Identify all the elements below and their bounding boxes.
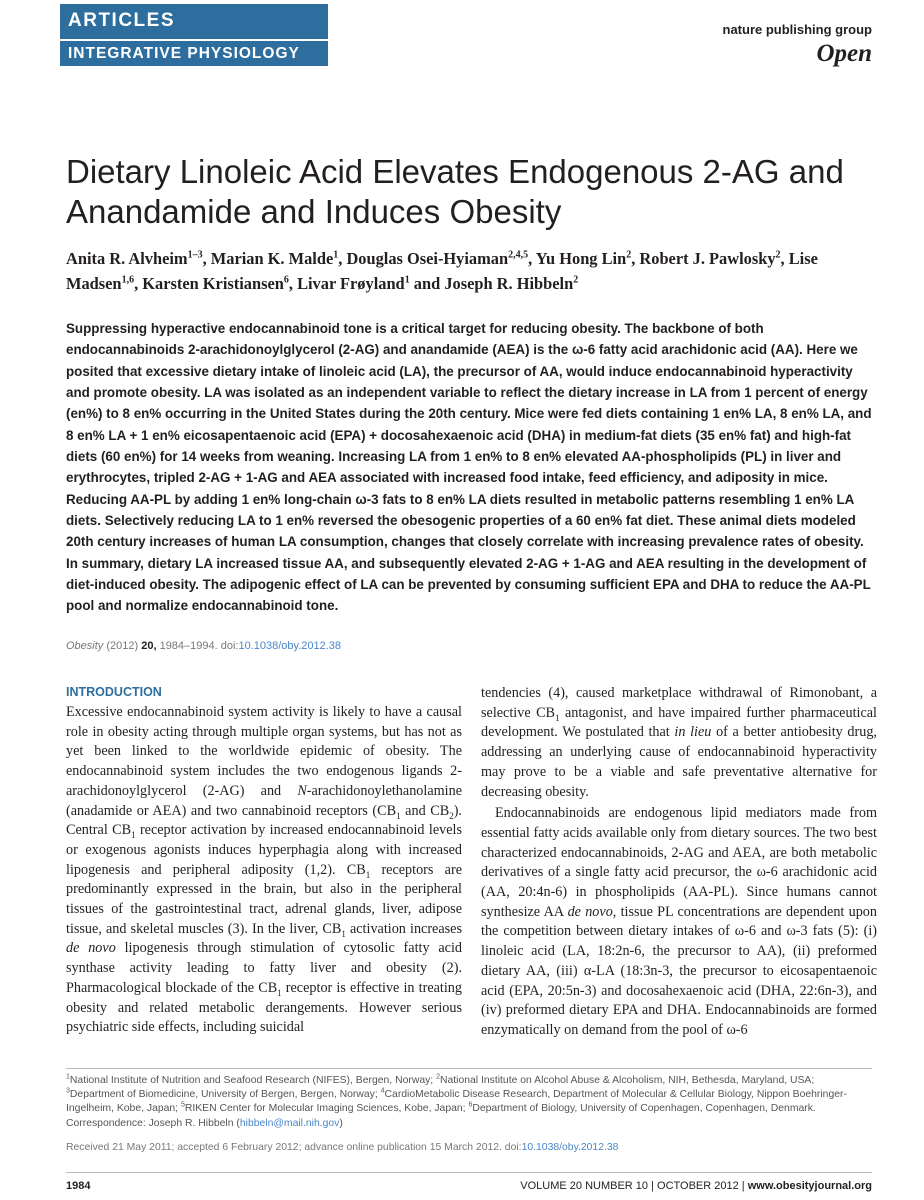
author-name: Robert J. Pawlosky	[639, 249, 776, 268]
text-run: ). Central CB	[66, 802, 462, 839]
author-name: Anita R. Alvheim	[66, 249, 188, 268]
citation-year: (2012)	[103, 640, 142, 652]
author-separator: ,	[288, 274, 298, 293]
author-affiliation: 1,6	[121, 274, 135, 286]
text-run: Endocannabinoids are endogenous lipid mediators made from essential fatty acids available only from dietary sources. The two best characterized endocannabinoids, 2-AG and AEA, are both metabolic derivatives of a single fatty acid precursor, the ω-6 arachidonic acid (AA, 20:4n-6) in phospholipids (AA-PL). Since humans cannot synthesize AA	[481, 805, 877, 920]
author-separator: and	[409, 274, 445, 293]
footnote-marker: 2	[436, 1073, 440, 1081]
author-affiliation: 2,4,5	[508, 249, 529, 261]
author-list	[66, 246, 876, 296]
author-affiliation: 1	[333, 249, 339, 261]
paragraph	[481, 684, 877, 802]
subscript: 1	[396, 810, 401, 821]
author-name: Marian K. Malde	[210, 249, 334, 268]
articles-label: ARTICLES	[68, 10, 175, 31]
text-run: -arachidonoylethanolamine (anadamide or AEA) and two cannabinoid receptors (CB	[66, 782, 462, 819]
open-access-label: Open	[816, 40, 872, 67]
author-separator: ,	[631, 249, 640, 268]
affiliations	[66, 1074, 872, 1131]
doi-link[interactable]: 10.1038/oby.2012.38	[521, 1142, 619, 1153]
footnote-marker: 6	[468, 1101, 473, 1109]
column-left	[66, 684, 462, 1038]
issue-info	[520, 1180, 872, 1192]
author-separator: ,	[780, 249, 789, 268]
italic-text: de novo	[567, 903, 613, 920]
italic-text: de novo	[66, 940, 116, 957]
text-run: tendencies (4), caused marketplace withdrawal of Rimonobant, a selective CB	[481, 685, 877, 721]
section-heading: INTRODUCTION	[66, 685, 162, 699]
section-label: INTEGRATIVE PHYSIOLOGY	[68, 45, 300, 62]
italic-text: N	[297, 782, 307, 799]
author-affiliation: 2	[573, 274, 579, 286]
author-separator: ,	[202, 249, 211, 268]
author-name: Livar Frøyland	[297, 274, 405, 293]
text-run: receptor is effective in treating obesity and related metabolic derangements. However serious psychiatric side effects, including suicidal	[66, 979, 462, 1036]
text-run: lipogenesis through stimulation of cytosolic fatty acid synthase activity leading to fatty liver and obesity (2). Pharmacological blockade of the CB	[66, 940, 462, 996]
author-separator: ,	[528, 249, 536, 268]
affiliation-text: National Institute on Alcohol Abuse & Alcoholism, NIH, Bethesda, Maryland, USA;	[439, 1075, 815, 1086]
paragraph	[66, 703, 462, 1038]
footnote-divider	[66, 1068, 872, 1069]
article-title: Dietary Linoleic Acid Elevates Endogenous 2-AG and Anandamide and Induces Obesity	[66, 153, 844, 230]
text-run: Excessive endocannabinoid system activity is likely to have a causal role in obesity acting through multiple organ systems, but has not as yet been linked to the worldwide epidemic of obesity. The endocannabinoid system includes the two endogenous ligands 2-arachidonoylglycerol (2-AG) and	[66, 704, 462, 799]
subscript: 1	[131, 830, 136, 841]
text-run: , tissue PL concentrations are dependent upon the competition between dietary intakes of ω-6 and ω-3 fats (5): (i) linoleic acid (LA, 18:2n-6, the precursor to AA), (ii) preformed dietary AA, (iii) α-LA (18:3n-3, the precursor to eicosapentaenoic acid (EPA, 20:5n-3) and docosahexaenoic acid (DHA, 22:6n-3), and (iv) preformed dietary EPA and DHA. Endocannabinoids are formed enzymatically on demand from the pool of ω-6	[481, 903, 877, 1038]
journal-name: Obesity	[66, 640, 104, 652]
abstract: Suppressing hyperactive endocannabinoid tone is a critical target for reducing obesity. The backbone of both endocannabinoids 2-arachidonoylglycerol (2-AG) and anandamide (AEA) is the ω-6 fatty acid arachidonic acid (AA). Here we posited that excessive dietary intake of linoleic acid (LA), the precursor of AA, would induce endocannabinoid hyperactivity and promote obesity. LA was isolated as an independent variable to reflect the dietary increase in LA from 1 percent of energy (en%) to 8 en% occurring in the United States during the 20th century. Mice were fed diets containing 1 en% LA, 8 en% LA, and 8 en% LA + 1 en% eicosapentaenoic acid (EPA) + docosahexaenoic acid (DHA) in medium-fat diets (35 en% fat) and high-fat diets (60 en%) for 14 weeks from weaning. Increasing LA from 1 en% to 8 en% elevated AA-phospholipids (PL) in liver and erythrocytes, tripled 2-AG + 1-AG and AEA associated with increased food intake, feed efficiency, and adiposity in mice. Reducing AA-PL by adding 1 en% long-chain ω-3 fats to 8 en% LA diets resulted in metabolic patterns resembling 1 en% LA diets. Selectively reducing LA to 1 en% reversed the obesogenic properties of a 60 en% fat diet. These animal diets modeled 20th century increases of human LA consumption, changes that closely correlate with increasing prevalence rates of obesity. In summary, dietary LA increased tissue AA, and subsequently elevated 2-AG + 1-AG and AEA resulting in the development of diet-induced obesity. The adipogenic effect of LA can be prevented by consuming sufficient EPA and DHA to reduce the AA-PL pool and normalize endocannabinoid tone.	[66, 321, 872, 614]
footer-divider	[66, 1172, 872, 1173]
author-separator: ,	[338, 249, 347, 268]
subscript: 1	[555, 712, 560, 723]
affiliation-text: Department of Biomedicine, University of Bergen, Bergen, Norway;	[69, 1089, 381, 1101]
author-name: Joseph R. Hibbeln	[444, 274, 574, 293]
affiliation-text: )	[339, 1117, 343, 1129]
author-affiliation: 2	[626, 249, 632, 261]
footnote-marker: 1	[66, 1073, 70, 1081]
author-name: Karsten Kristiansen	[142, 274, 284, 293]
subscript: 2	[449, 810, 454, 821]
page-number: 1984	[66, 1180, 91, 1192]
received-text: Received 21 May 2011; accepted 6 February 2012; advance online publication 15 March 2012. doi:	[66, 1142, 522, 1153]
affiliation-text: National Institute of Nutrition and Seafood Research (NIFES), Bergen, Norway;	[69, 1075, 437, 1086]
subscript: 1	[277, 987, 282, 998]
author-affiliation: 1–3	[187, 249, 203, 261]
column-right	[481, 684, 877, 1041]
affiliation-text: Department of Biology, University of Copenhagen, Copenhagen, Denmark. Correspondence: Joseph R. Hibbeln (	[66, 1103, 816, 1129]
text-run: receptor activation by increased endocannabinoid levels or exogenous agonists induces hyperphagia along with increased lipogenesis and peripheral adiposity (1,2). CB	[66, 822, 462, 878]
text-run: antagonist, and have impaired further pharmaceutical development. We postulated that	[481, 704, 877, 741]
text-run: and CB	[400, 802, 450, 819]
subscript: 1	[341, 928, 346, 939]
citation-line	[66, 640, 666, 652]
text-run: of a better antiobesity drug, addressing an underlying cause of endocannabinoid hyperactivity may prove to be a viable and safe preventative alternative for decreasing obesity.	[481, 724, 877, 800]
author-affiliation: 6	[283, 274, 289, 286]
text-run: activation increases	[345, 920, 462, 937]
doi-link[interactable]: 10.1038/oby.2012.38	[238, 640, 342, 652]
volume-text: VOLUME 20 NUMBER 10 | OCTOBER 2012 |	[520, 1180, 748, 1192]
author-affiliation: 2	[775, 249, 781, 261]
publisher-name: nature publishing group	[722, 22, 872, 37]
author-name: Douglas Osei-Hyiaman	[346, 249, 509, 268]
affiliation-text: CardioMetabolic Disease Research, Department of Molecular & Cellular Biology, Nippon Boehringer-Ingelheim, Kobe, Japan;	[66, 1089, 847, 1115]
author-separator: ,	[134, 274, 143, 293]
paragraph	[481, 804, 877, 1040]
author-name: Lise Madsen	[66, 249, 818, 293]
subscript: 1	[365, 869, 371, 880]
citation-pages: 1984–1994. doi:	[156, 640, 239, 652]
footnote-marker: 3	[66, 1087, 70, 1095]
citation-volume: 20,	[141, 640, 157, 652]
author-name: Yu Hong Lin	[535, 249, 627, 268]
affiliation-text: RIKEN Center for Molecular Imaging Sciences, Kobe, Japan;	[184, 1103, 469, 1115]
author-affiliation: 1	[404, 274, 410, 286]
banner-divider	[60, 39, 328, 41]
italic-text: in lieu	[674, 724, 712, 741]
footnote-marker: 4	[380, 1087, 385, 1095]
journal-url[interactable]: www.obesityjournal.org	[747, 1180, 872, 1192]
email-link[interactable]: hibbeln@mail.nih.gov	[239, 1117, 340, 1129]
footnote-marker: 5	[180, 1101, 185, 1109]
received-dates	[66, 1142, 872, 1153]
text-run: receptors are predominantly expressed in the brain, but also in the peripheral tissues of the gastrointestinal tract, adrenal glands, liver, adipose tissue, and skeletal muscles (3). In the liver, CB	[66, 861, 462, 937]
